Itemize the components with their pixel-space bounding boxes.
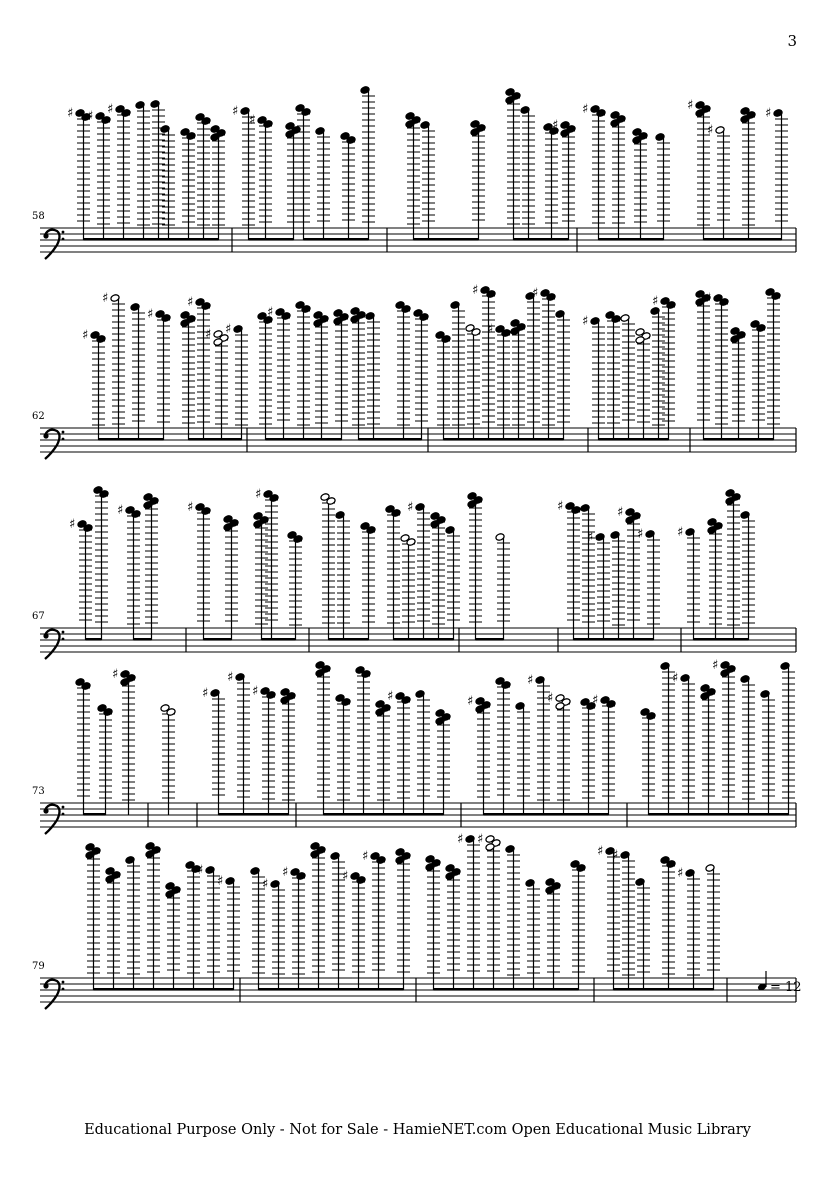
sharp-icon: ♯: [612, 848, 619, 863]
beam: [574, 638, 654, 641]
sharp-icon: ♯: [282, 865, 289, 880]
sharp-icon: ♯: [255, 487, 262, 502]
beam: [649, 813, 789, 816]
measure-number: 73: [32, 786, 45, 797]
page-number: 3: [787, 32, 797, 50]
sharp-icon: ♯: [342, 869, 349, 884]
beam: [359, 438, 422, 441]
sharp-icon: ♯: [387, 689, 394, 704]
beam: [99, 438, 164, 441]
staff-system: [32, 658, 796, 834]
beam: [324, 813, 444, 816]
beam: [84, 813, 106, 816]
sharp-icon: ♯: [672, 671, 679, 686]
sharp-icon: ♯: [232, 104, 239, 119]
sharp-icon: ♯: [677, 525, 684, 540]
sharp-icon: ♯: [117, 503, 124, 518]
sharp-icon: ♯: [487, 322, 494, 337]
sharp-icon: ♯: [617, 505, 624, 520]
beam: [599, 238, 664, 241]
sharp-icon: ♯: [467, 694, 474, 709]
bass-clef-dot: [62, 988, 65, 991]
sharp-icon: ♯: [582, 102, 589, 117]
sharp-icon: ♯: [187, 295, 194, 310]
bass-clef-dot: [62, 638, 65, 641]
sharp-icon: ♯: [362, 849, 369, 864]
sharp-icon: ♯: [202, 686, 209, 701]
sharp-icon: ♯: [262, 877, 269, 892]
bass-clef-dot: [62, 238, 65, 241]
sharp-icon: ♯: [197, 863, 204, 878]
sharp-icon: ♯: [205, 327, 212, 342]
beam: [599, 438, 669, 441]
sharp-icon: ♯: [765, 106, 772, 121]
beam: [514, 238, 569, 241]
sharp-icon: ♯: [712, 658, 719, 673]
sharp-icon: ♯: [82, 328, 89, 343]
beam: [434, 988, 579, 991]
sharp-icon: ♯: [687, 98, 694, 113]
bass-clef-dot: [43, 633, 48, 638]
sharp-icon: ♯: [187, 500, 194, 515]
beam: [84, 238, 219, 241]
beam: [219, 813, 289, 816]
sharp-icon: ♯: [217, 874, 224, 889]
sharp-icon: ♯: [677, 866, 684, 881]
bass-clef-dot: [62, 438, 65, 441]
beam: [614, 988, 714, 991]
bass-clef-dot: [62, 806, 65, 809]
sharp-icon: ♯: [587, 530, 594, 545]
staff-system: [32, 86, 796, 259]
beam: [704, 438, 774, 441]
bass-clef-dot: [62, 431, 65, 434]
sharp-icon: ♯: [249, 113, 256, 128]
sharp-icon: ♯: [582, 314, 589, 329]
beam: [94, 988, 234, 991]
footer-notice: Educational Purpose Only - Not for Sale - HamieNET.com Open Educational Music Library: [84, 1122, 751, 1138]
bass-clef-dot: [62, 981, 65, 984]
bass-clef-dot: [62, 813, 65, 816]
sharp-icon: ♯: [472, 283, 479, 298]
measure-number: 79: [32, 961, 45, 972]
beam: [259, 988, 404, 991]
beam: [329, 638, 369, 641]
sharp-icon: ♯: [227, 670, 234, 685]
beam: [704, 238, 782, 241]
tempo-text: = 12: [770, 980, 802, 995]
sharp-icon: ♯: [552, 118, 559, 133]
beam: [266, 438, 342, 441]
bass-clef-dot: [62, 231, 65, 234]
sharp-icon: ♯: [532, 286, 539, 301]
sharp-icon: ♯: [112, 667, 119, 682]
sharp-icon: ♯: [107, 102, 114, 117]
sharp-icon: ♯: [267, 305, 274, 320]
staff-system: [32, 832, 796, 1009]
sharp-icon: ♯: [527, 673, 534, 688]
beam: [304, 238, 369, 241]
sharp-icon: ♯: [457, 832, 464, 847]
beam: [262, 638, 296, 641]
beam: [484, 813, 609, 816]
sharp-icon: ♯: [707, 123, 714, 138]
sharp-icon: ♯: [102, 291, 109, 306]
beam: [414, 238, 479, 241]
beam: [86, 638, 102, 641]
beam: [444, 438, 564, 441]
staff-system: [32, 486, 796, 659]
measure-number: 67: [32, 611, 45, 622]
sharp-icon: ♯: [407, 500, 414, 515]
bass-clef-dot: [43, 433, 48, 438]
sharp-icon: ♯: [597, 844, 604, 859]
beam: [189, 438, 242, 441]
sharp-icon: ♯: [705, 291, 712, 306]
beam: [394, 638, 454, 641]
staff-system: [32, 283, 796, 459]
beam: [694, 638, 749, 641]
sharp-icon: ♯: [557, 499, 564, 514]
sharp-icon: ♯: [592, 693, 599, 708]
sharp-icon: ♯: [147, 307, 154, 322]
sharp-icon: ♯: [547, 691, 554, 706]
beam: [476, 638, 504, 641]
bass-clef-dot: [43, 983, 48, 988]
measure-number: 58: [32, 211, 45, 222]
beam: [204, 638, 232, 641]
beam: [249, 238, 294, 241]
sharp-icon: ♯: [652, 294, 659, 309]
sharp-icon: ♯: [67, 106, 74, 121]
bass-clef-dot: [43, 233, 48, 238]
sharp-icon: ♯: [477, 832, 484, 847]
tempo-marking: [757, 971, 802, 995]
sharp-icon: ♯: [69, 517, 76, 532]
sharp-icon: ♯: [225, 322, 232, 337]
beam: [134, 638, 152, 641]
bass-clef-dot: [62, 631, 65, 634]
bass-clef-dot: [43, 808, 48, 813]
sharp-icon: ♯: [87, 109, 94, 124]
sharp-icon: ♯: [252, 684, 259, 699]
measure-number: 62: [32, 411, 45, 422]
sharp-icon: ♯: [637, 527, 644, 542]
